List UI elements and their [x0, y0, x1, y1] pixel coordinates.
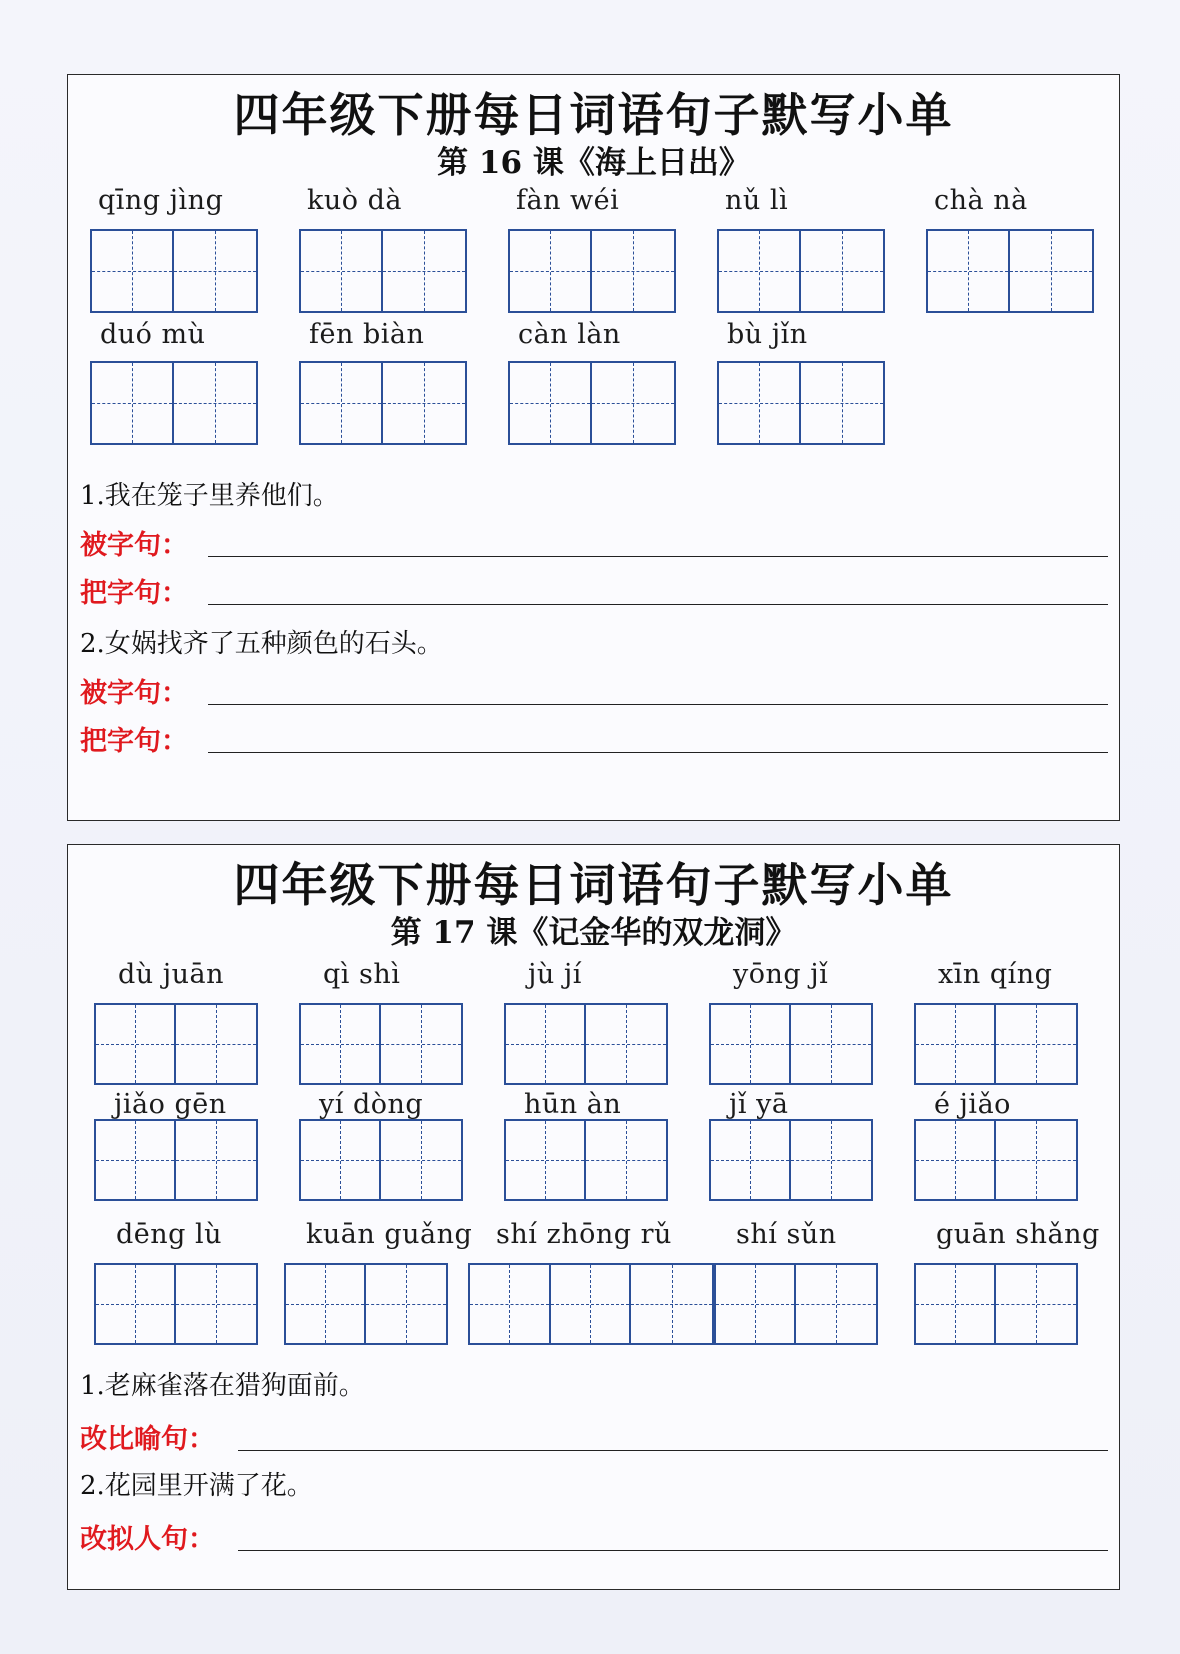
- pinyin-label: jiǎo gēn: [114, 1089, 227, 1120]
- tianzige-cell[interactable]: [470, 1265, 551, 1343]
- writing-grid[interactable]: [468, 1263, 714, 1345]
- sentence-prompt: 2.女娲找齐了五种颜色的石头。: [80, 629, 443, 659]
- pinyin-label: shí zhōng rǔ: [496, 1219, 672, 1250]
- tianzige-cell[interactable]: [301, 231, 383, 311]
- pinyin-label: dēng lù: [116, 1219, 223, 1250]
- tianzige-cell[interactable]: [383, 363, 465, 443]
- pinyin-label: fēn biàn: [309, 319, 425, 350]
- tianzige-cell[interactable]: [801, 363, 883, 443]
- tianzige-cell[interactable]: [791, 1121, 871, 1199]
- writing-grid[interactable]: [508, 361, 676, 445]
- writing-grid[interactable]: [508, 229, 676, 313]
- tianzige-cell[interactable]: [92, 231, 174, 311]
- tianzige-cell[interactable]: [506, 1121, 586, 1199]
- writing-grid[interactable]: [504, 1119, 668, 1201]
- tianzige-cell[interactable]: [551, 1265, 632, 1343]
- pinyin-label: bù jǐn: [727, 319, 808, 350]
- answer-line[interactable]: [238, 1550, 1108, 1551]
- tianzige-cell[interactable]: [381, 1121, 461, 1199]
- tianzige-cell[interactable]: [916, 1005, 996, 1083]
- writing-grid[interactable]: [299, 361, 467, 445]
- writing-grid[interactable]: [709, 1003, 873, 1085]
- tianzige-cell[interactable]: [791, 1005, 871, 1083]
- tianzige-cell[interactable]: [301, 1005, 381, 1083]
- tianzige-cell[interactable]: [96, 1121, 176, 1199]
- pinyin-label: kuò dà: [307, 185, 402, 216]
- writing-grid[interactable]: [914, 1119, 1078, 1201]
- writing-grid[interactable]: [284, 1263, 448, 1345]
- pinyin-label: dù juān: [118, 959, 225, 990]
- pinyin-label: nǔ lì: [725, 185, 789, 216]
- tianzige-cell[interactable]: [711, 1121, 791, 1199]
- writing-grid[interactable]: [299, 1003, 463, 1085]
- writing-grid[interactable]: [94, 1003, 258, 1085]
- tianzige-cell[interactable]: [716, 1265, 796, 1343]
- writing-grid[interactable]: [717, 361, 885, 445]
- worksheet-title: 四年级下册每日词语句子默写小单: [233, 88, 954, 142]
- tianzige-cell[interactable]: [96, 1265, 176, 1343]
- pinyin-label: qì shì: [323, 959, 401, 990]
- tianzige-cell[interactable]: [719, 363, 801, 443]
- writing-grid[interactable]: [914, 1263, 1078, 1345]
- rewrite-task-label: 改拟人句：: [80, 1524, 215, 1555]
- tianzige-cell[interactable]: [928, 231, 1010, 311]
- tianzige-cell[interactable]: [916, 1121, 996, 1199]
- rewrite-task-label: 把字句：: [80, 578, 188, 609]
- pinyin-label: qīng jìng: [98, 185, 224, 216]
- tianzige-cell[interactable]: [592, 363, 674, 443]
- pinyin-label: xīn qíng: [938, 959, 1053, 990]
- writing-grid[interactable]: [94, 1263, 258, 1345]
- writing-grid[interactable]: [299, 1119, 463, 1201]
- pinyin-label: yōng jǐ: [733, 959, 829, 990]
- sentence-prompt: 1.老麻雀落在猎狗面前。: [80, 1371, 365, 1401]
- pinyin-label: hūn àn: [524, 1089, 622, 1120]
- tianzige-cell[interactable]: [301, 363, 383, 443]
- pinyin-label: duó mù: [100, 319, 206, 350]
- tianzige-cell[interactable]: [383, 231, 465, 311]
- tianzige-cell[interactable]: [796, 1265, 876, 1343]
- tianzige-cell[interactable]: [996, 1121, 1076, 1199]
- pinyin-label: fàn wéi: [516, 185, 620, 216]
- writing-grid[interactable]: [94, 1119, 258, 1201]
- tianzige-cell[interactable]: [506, 1005, 586, 1083]
- pinyin-label: jǐ yā: [729, 1089, 789, 1120]
- writing-grid[interactable]: [914, 1003, 1078, 1085]
- answer-line[interactable]: [208, 704, 1108, 705]
- writing-grid[interactable]: [504, 1003, 668, 1085]
- tianzige-cell[interactable]: [174, 231, 256, 311]
- pinyin-label: shí sǔn: [736, 1219, 837, 1250]
- tianzige-cell[interactable]: [916, 1265, 996, 1343]
- tianzige-cell[interactable]: [96, 1005, 176, 1083]
- writing-grid[interactable]: [926, 229, 1094, 313]
- tianzige-cell[interactable]: [719, 231, 801, 311]
- rewrite-task-label: 被字句：: [80, 678, 188, 709]
- tianzige-cell[interactable]: [711, 1005, 791, 1083]
- sentence-prompt: 1.我在笼子里养他们。: [80, 481, 339, 511]
- pinyin-label: guān shǎng: [936, 1219, 1100, 1250]
- tianzige-cell[interactable]: [586, 1121, 666, 1199]
- pinyin-label: càn làn: [518, 319, 621, 350]
- tianzige-cell[interactable]: [92, 363, 174, 443]
- tianzige-cell[interactable]: [176, 1265, 256, 1343]
- tianzige-cell[interactable]: [366, 1265, 446, 1343]
- pinyin-label: chà nà: [934, 185, 1028, 216]
- pinyin-label: jù jí: [528, 959, 582, 990]
- worksheet-lesson-16: [67, 74, 1120, 821]
- tianzige-cell[interactable]: [176, 1005, 256, 1083]
- writing-grid[interactable]: [714, 1263, 878, 1345]
- sentence-prompt: 2.花园里开满了花。: [80, 1471, 313, 1501]
- answer-line[interactable]: [238, 1450, 1108, 1451]
- writing-grid[interactable]: [90, 361, 258, 445]
- tianzige-cell[interactable]: [631, 1265, 712, 1343]
- tianzige-cell[interactable]: [381, 1005, 461, 1083]
- worksheet-lesson-17: [67, 844, 1120, 1590]
- tianzige-cell[interactable]: [801, 231, 883, 311]
- writing-grid[interactable]: [90, 229, 258, 313]
- rewrite-task-label: 把字句：: [80, 726, 188, 757]
- writing-grid[interactable]: [717, 229, 885, 313]
- answer-line[interactable]: [208, 604, 1108, 605]
- pinyin-label: yí dòng: [319, 1089, 424, 1120]
- pinyin-label: kuān guǎng: [306, 1219, 473, 1250]
- worksheet-title: 四年级下册每日词语句子默写小单: [233, 858, 954, 912]
- pinyin-label: é jiǎo: [934, 1089, 1011, 1120]
- tianzige-cell[interactable]: [586, 1005, 666, 1083]
- tianzige-cell[interactable]: [996, 1005, 1076, 1083]
- lesson-subtitle: 第 16 课《海上日出》: [437, 145, 750, 181]
- lesson-subtitle: 第 17 课《记金华的双龙洞》: [390, 915, 797, 951]
- tianzige-cell[interactable]: [176, 1121, 256, 1199]
- writing-grid[interactable]: [299, 229, 467, 313]
- rewrite-task-label: 被字句：: [80, 530, 188, 561]
- tianzige-cell[interactable]: [1010, 231, 1092, 311]
- tianzige-cell[interactable]: [510, 231, 592, 311]
- tianzige-cell[interactable]: [301, 1121, 381, 1199]
- tianzige-cell[interactable]: [174, 363, 256, 443]
- tianzige-cell[interactable]: [286, 1265, 366, 1343]
- tianzige-cell[interactable]: [510, 363, 592, 443]
- writing-grid[interactable]: [709, 1119, 873, 1201]
- answer-line[interactable]: [208, 752, 1108, 753]
- tianzige-cell[interactable]: [996, 1265, 1076, 1343]
- rewrite-task-label: 改比喻句：: [80, 1424, 215, 1455]
- answer-line[interactable]: [208, 556, 1108, 557]
- tianzige-cell[interactable]: [592, 231, 674, 311]
